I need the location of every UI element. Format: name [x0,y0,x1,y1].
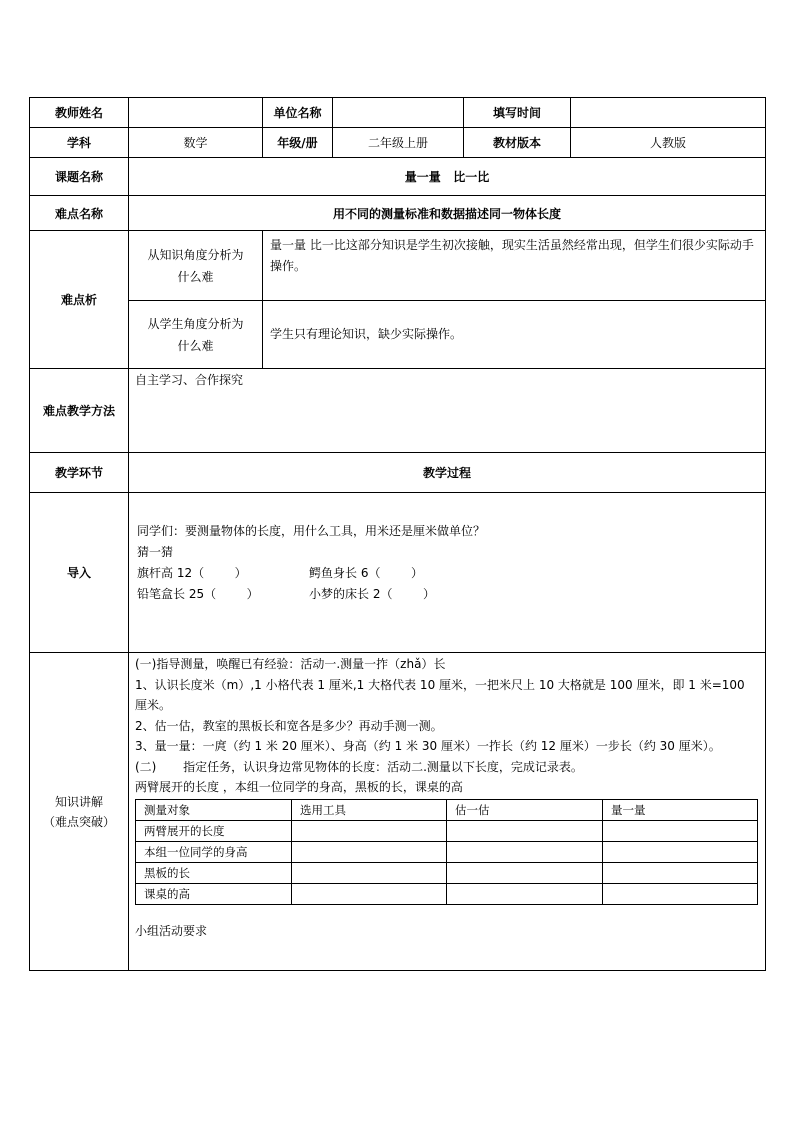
table-row [136,841,758,862]
measurement-header-tool: 选用工具 [292,799,447,820]
intro-guess-flagpole: 旗杆高 12（ ） [137,566,247,580]
intro-line-3 [137,563,757,584]
process-label: 教学过程 [129,453,766,493]
measurement-tool-cell[interactable] [292,820,447,841]
measurement-result-cell[interactable] [603,862,758,883]
knowledge-p3: 2、估一估，教室的黑板长和宽各是多少？再动手测一测。 [135,718,443,733]
measurement-tool-cell[interactable] [292,841,447,862]
difficulty-label: 难点名称 [30,196,129,231]
student-angle-label-line1: 从学生角度分析为 [147,316,244,331]
intro-guess-pencilcase: 铅笔盒长 25（ ） [137,587,259,601]
knowledge-angle-label [129,231,263,301]
date-label: 填写时间 [464,98,571,128]
grade-label: 年级/册 [263,128,333,158]
knowledge-label-line2: （难点突破） [42,814,115,829]
intro-line-2: 猜一猜 [137,545,174,559]
measurement-estimate-cell[interactable] [447,883,603,904]
measurement-header-row [136,799,758,820]
intro-content [129,493,766,653]
knowledge-label [30,653,129,971]
edition-label: 教材版本 [464,128,571,158]
measurement-object: 两臂展开的长度 [136,820,292,841]
knowledge-label-line1: 知识讲解 [54,794,103,809]
lesson-name-label: 课题名称 [30,158,129,196]
knowledge-angle-text: 量一量 比一比这部分知识是学生初次接触，现实生活虽然经常出现，但学生们很少实际动手操作。 [263,231,766,301]
intro-line-4 [137,584,757,605]
measurement-header-object: 测量对象 [136,799,292,820]
measurement-result-cell[interactable] [603,820,758,841]
stage-label: 教学环节 [30,453,129,493]
measurement-object: 课桌的高 [136,883,292,904]
knowledge-p6: 两臂展开的长度 ，本组一位同学的身高，黑板的长，课桌的高 [135,780,463,794]
student-angle-label [129,301,263,369]
table-row [136,862,758,883]
measurement-estimate-cell[interactable] [447,862,603,883]
student-angle-text: 学生只有理论知识，缺少实际操作。 [263,301,766,369]
measurement-tool-cell[interactable] [292,883,447,904]
knowledge-content [129,653,766,971]
knowledge-p2: 1、认识长度米（m）,1 小格代表 1 厘米,1 大格代表 10 厘米，一把米尺上 10 大格就是 100 厘米，即 1 米=100 厘米。 [135,677,745,712]
method-label: 难点教学方法 [30,369,129,453]
teacher-value[interactable] [129,98,263,128]
intro-line-1: 同学们：要测量物体的长度，用什么工具，用米还是厘米做单位？ [137,524,486,538]
knowledge-p7: 小组活动要求 [135,923,208,938]
unit-value[interactable] [333,98,464,128]
knowledge-p1: (一)指导测量，唤醒已有经验：活动一.测量一拃（zhǎ）长 [135,657,446,671]
table-row [136,820,758,841]
grade-value: 二年级上册 [333,128,464,158]
table-row [136,883,758,904]
measurement-estimate-cell[interactable] [447,841,603,862]
teacher-label: 教师姓名 [30,98,129,128]
analysis-label: 难点析 [30,231,129,369]
measurement-record-table [135,799,758,905]
student-angle-label-line2: 什么难 [177,338,214,353]
intro-guess-bed: 小梦的床长 2（ ） [309,587,435,601]
knowledge-angle-label-line1: 从知识角度分析为 [147,247,244,262]
lesson-name-value: 量一量 比一比 [129,158,766,196]
intro-label: 导入 [30,493,129,653]
measurement-header-estimate: 估一估 [447,799,603,820]
knowledge-angle-label-line2: 什么难 [177,269,214,284]
intro-guess-crocodile: 鳄鱼身长 6（ ） [309,566,423,580]
measurement-object: 本组一位同学的身高 [136,841,292,862]
measurement-result-cell[interactable] [603,841,758,862]
unit-label: 单位名称 [263,98,333,128]
subject-label: 学科 [30,128,129,158]
difficulty-value: 用不同的测量标准和数据描述同一物体长度 [129,196,766,231]
measurement-object: 黑板的长 [136,862,292,883]
knowledge-p4: 3、量一量：一庹（约 1 米 20 厘米）、身高（约 1 米 30 厘米）一拃长（约 12 厘米）一步长（约 30 厘米）。 [135,739,721,753]
measurement-header-measure: 量一量 [603,799,758,820]
measurement-estimate-cell[interactable] [447,820,603,841]
method-text: 自主学习、合作探究 [129,369,766,453]
date-value[interactable] [571,98,766,128]
knowledge-p5: (二) 指定任务，认识身边常见物体的长度：活动二.测量以下长度，完成记录表。 [135,759,583,774]
lesson-plan-table [29,97,766,971]
measurement-tool-cell[interactable] [292,862,447,883]
edition-value: 人教版 [571,128,766,158]
subject-value: 数学 [129,128,263,158]
measurement-result-cell[interactable] [603,883,758,904]
